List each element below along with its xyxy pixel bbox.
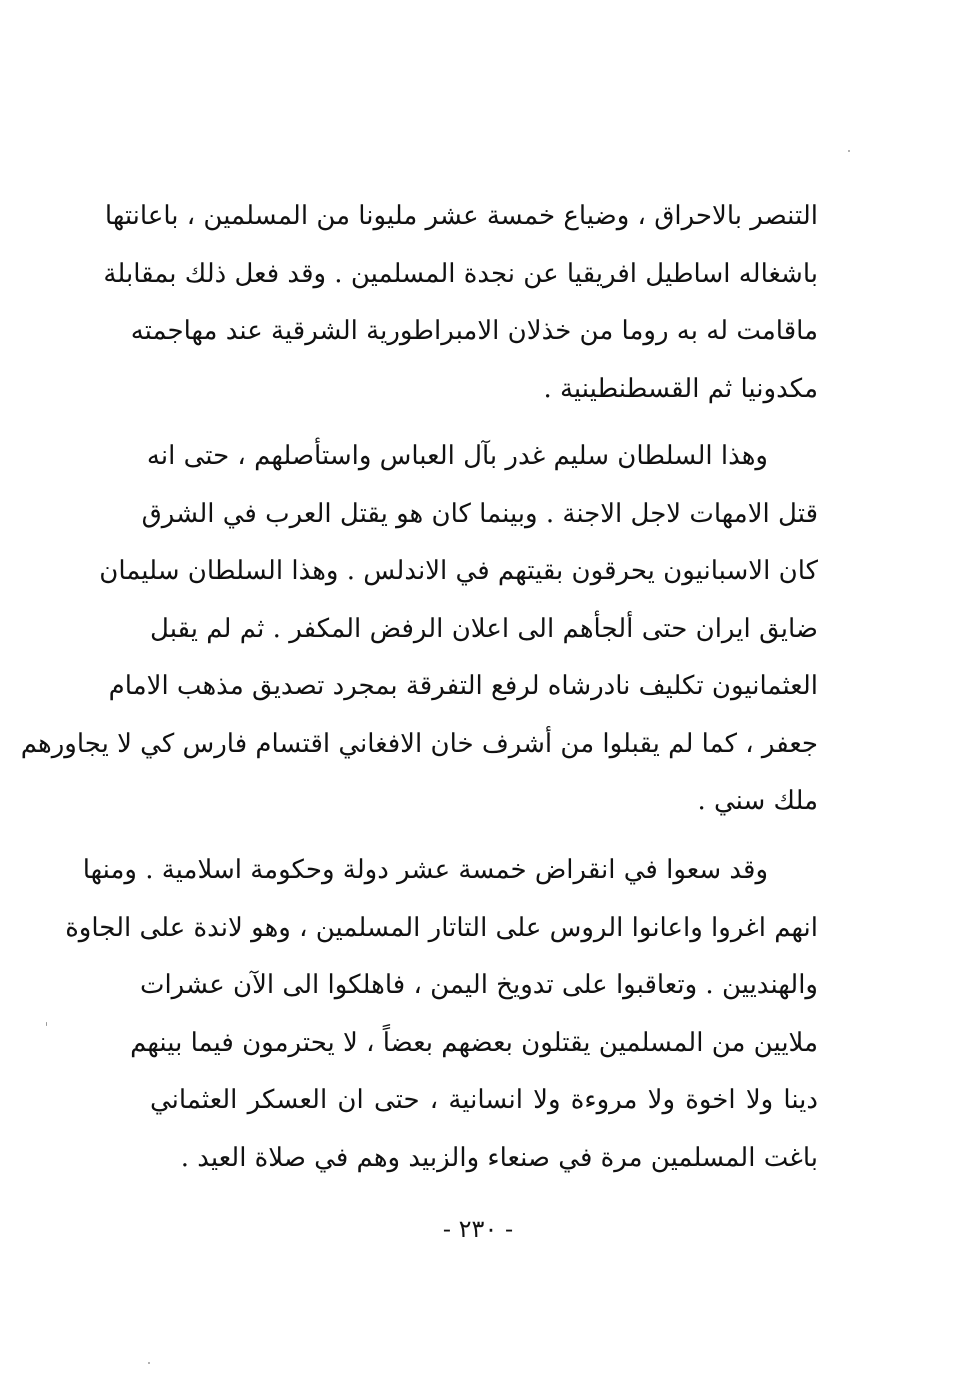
scan-speck: [148, 1362, 150, 1364]
text-line: انهم اغروا واعانوا الروس على التاتار المسلمين ، وهو لاندة على الجاوة: [65, 912, 818, 943]
text-line: قتل الامهات لاجل الاجنة . وبينما كان هو يقتل العرب في الشرق: [141, 498, 818, 529]
page-number: - ٢٣٠ -: [442, 1215, 514, 1243]
scan-speck: [46, 1022, 47, 1026]
text-line: ضايق ايران حتى ألجأهم الى اعلان الرفض المكفر . ثم لم يقبل: [150, 613, 818, 644]
text-line: وقد سعوا في انقراض خمسة عشر دولة وحكومة اسلامية . ومنها: [82, 855, 768, 885]
text-line: مكدونيا ثم القسطنطينية .: [543, 373, 818, 404]
text-line: والهنديين . وتعاقبوا على تدويخ اليمن ، فاهلكوا الى الآن عشرات: [139, 970, 818, 1000]
paragraph-1: [103, 188, 818, 418]
text-line: العثمانيون تكليف نادرشاه لرفع التفرقة بمجرد تصديق مذهب الامام: [108, 671, 818, 701]
text-line: باشغاله اساطيل افريقيا عن نجدة المسلمين . وقد فعل ذلك بمقابلة: [103, 258, 818, 289]
text-line: دينا ولا اخوة ولا مروءة ولا انسانية ، حتى ان العسكر العثماني: [150, 1085, 818, 1115]
text-line: ملايين من المسلمين يقتلون بعضهم بعضاً ، لا يحترمون فيما بينهم: [130, 1027, 818, 1058]
paragraph-3: [65, 842, 818, 1187]
text-line: ماقامت له به روما من خذلان الامبراطورية الشرقية عند مهاجمته: [130, 316, 818, 346]
text-line: جعفر ، كما لم يقبلوا من أشرف خان الافغاني اقتسام فارس كي لا يجاورهم: [20, 728, 818, 759]
text-line: وهذا السلطان سليم غدر بآل العباس واستأصلهم ، حتى انه: [146, 441, 768, 471]
scan-speck: [848, 150, 850, 152]
text-line: باغت المسلمين مرة في صنعاء والزبيد وهم في صلاة العيد .: [180, 1142, 818, 1173]
text-line: كان الاسبانيون يحرقون بقيتهم في الاندلس . وهذا السلطان سليمان: [99, 556, 818, 586]
paragraph-2: [20, 428, 818, 831]
text-line: ملك سني .: [697, 786, 818, 816]
text-line: التنصر بالاحراق ، وضياع خمسة عشر مليونا من المسلمين ، باعانتها: [104, 201, 818, 231]
